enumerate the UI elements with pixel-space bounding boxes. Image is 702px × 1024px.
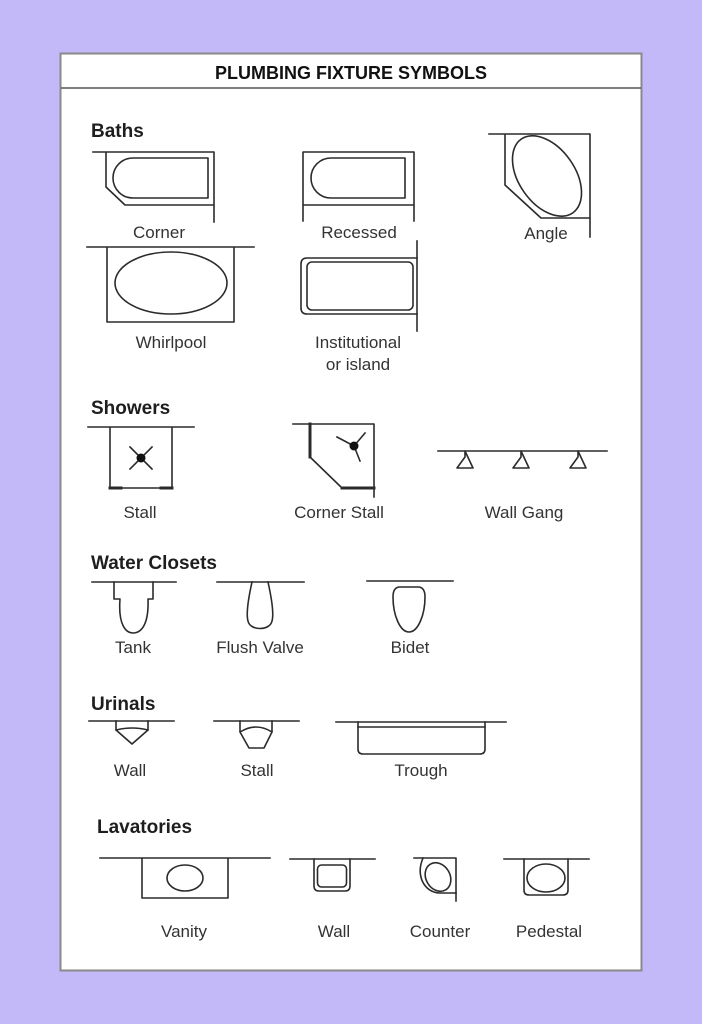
label-vanity: Vanity [161, 922, 207, 941]
label-recessed: Recessed [321, 223, 397, 242]
diagram-title: PLUMBING FIXTURE SYMBOLS [214, 63, 488, 83]
label-trough: Trough [394, 761, 448, 780]
label-urinal-stall: Stall [240, 761, 274, 780]
label-whirlpool: Whirlpool [135, 333, 207, 352]
label-stall: Stall [123, 503, 157, 522]
label-counter: Counter [409, 922, 471, 941]
label-pedestal: Pedestal [515, 922, 583, 941]
section-heading-water-closets: Water Closets [91, 553, 217, 574]
section-heading-lavatories: Lavatories [97, 817, 193, 838]
label-bidet: Bidet [390, 638, 430, 657]
section-heading-showers: Showers [91, 398, 171, 419]
label-corner-stall: Corner Stall [294, 503, 384, 522]
label-flush-valve: Flush Valve [216, 638, 304, 657]
label-wall-gang: Wall Gang [484, 503, 564, 522]
section-heading-urinals: Urinals [91, 694, 156, 715]
label-urinal-wall: Wall [113, 761, 147, 780]
label-tank: Tank [115, 638, 151, 657]
label-angle: Angle [524, 224, 568, 243]
label-or-island: or island [325, 355, 391, 374]
section-heading-baths: Baths [91, 121, 144, 142]
label-lav-wall: Wall [317, 922, 351, 941]
label-institutional: Institutional [315, 333, 401, 352]
label-corner: Corner [133, 223, 185, 242]
